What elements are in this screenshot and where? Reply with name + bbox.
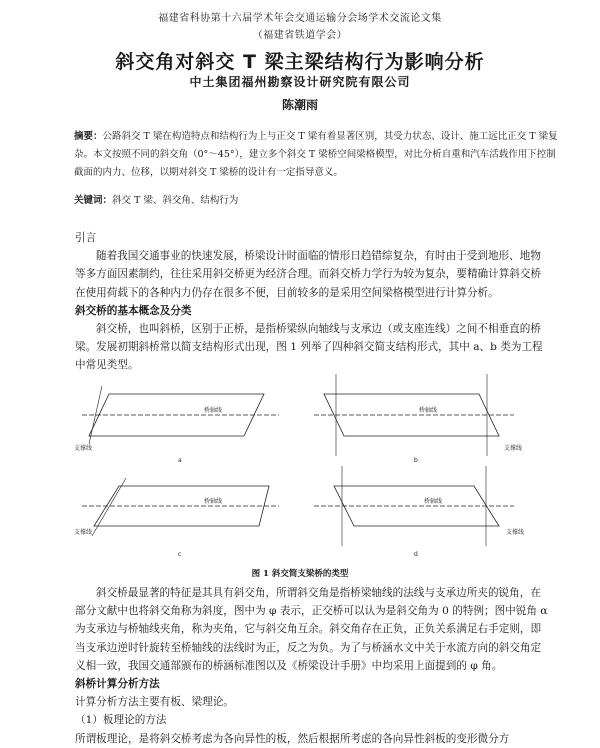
section1-paragraph: 斜交桥，也叫斜桥，区别于正桥，是指桥梁纵向轴线与支承边（或支座连线）之间不相垂直的桥梁。发展初期斜桥常以简支结构形式出现，图 1 列举了四种斜交简支结构形式，其中 a、b 类为工程中常见类型。	[75, 323, 543, 372]
figure-b-sublabel: b	[414, 457, 418, 464]
section1-continued	[75, 584, 549, 748]
abstract-text: 公路斜交 T 梁在构造特点和结构行为上与正交 T 梁有着显著区别，其受力状态、设计、施工远比正交 T 梁复杂。本文按照不同的斜交角（0°～45°），建立多个斜交 T 梁桥空间梁格模型，对比分析自重和汽车活载作用下控制截面的内力、位移，以期对斜交 T 梁桥的设计有一定指导意义。	[74, 131, 558, 178]
figure-c-support-line	[92, 478, 126, 536]
figure-a-support-label: 支撑线	[74, 445, 93, 452]
section2-sub-paragraph: 所谓板理论，是将斜交桥考虑为各向异性的板，然后根据所考虑的各向异性斜板的变形微分方	[75, 732, 510, 745]
figure-b-support-label: 支撑线	[504, 445, 523, 452]
figure-1-caption: 图 1 斜交简支梁桥的类型	[251, 569, 349, 579]
figure-d-axis-label: 桥轴线	[424, 498, 443, 505]
figure-1	[74, 366, 556, 566]
intro-heading: 引言	[75, 232, 97, 244]
intro-paragraph: 随着我国交通事业的快速发展，桥梁设计时面临的情形日趋错综复杂，有时由于受到地形、地物等多方面因素制约，往往采用斜交桥更为经济合理。而斜交桥力学行为较为复杂，要精确计算斜交桥在使用荷载下的各种内力仍存在很多不便，目前较多的是采用空间梁格模型进行计算分析。	[75, 250, 542, 299]
section2-subheading: （1）板理论的方法	[75, 714, 167, 727]
figure-a-axis-label: 桥轴线	[204, 407, 223, 414]
figure-c-axis-label: 桥轴线	[204, 498, 223, 505]
figure-b-axis-label: 桥轴线	[419, 407, 438, 414]
figure-1-diagram	[74, 366, 556, 566]
abstract-label: 摘要：	[74, 131, 103, 142]
proceedings-subheader: （福建省铁道学会）	[252, 30, 348, 41]
section2-paragraph: 计算分析方法主要有板、梁理论。	[75, 696, 234, 709]
figure-c-sublabel: c	[178, 551, 182, 558]
author-affiliation: 中土集团福州勘察设计研究院有限公司	[189, 75, 411, 89]
figure-d-support-label: 支撑线	[506, 529, 525, 536]
keywords-text: 斜交 T 梁、斜交角、结构行为	[112, 195, 239, 206]
intro-section	[75, 229, 549, 375]
section1-paragraph-2: 斜交桥最显著的特征是其具有斜交角，所谓斜交角是指桥梁轴线的法线与支承边所夹的锐角，在部分文献中也将斜交角称为斜度，图中为 φ 表示，正交桥可以认为是斜交角为 0 的特例；图中锐角 α 为支承边与桥轴线夹角，称为夹角，它与斜交角互余。斜交角存在正负，正负关系满足右手定则，即当支承边逆时针旋转至桥轴线的法线时为正，反之为负。为了与桥涵水文中关于水流方向的斜交角定义相一致，我国交通部颁布的桥涵标准图以及《桥梁设计手册》中均采用上面提到的 φ 角。	[75, 587, 548, 672]
figure-a-sublabel: a	[178, 457, 182, 464]
abstract	[74, 128, 558, 182]
keywords-label: 关键词：	[74, 195, 113, 206]
section1-heading: 斜交桥的基本概念及分类	[75, 304, 192, 317]
paper-title: 斜交角对斜交 T 梁主梁结构行为影响分析	[115, 51, 485, 73]
author-name: 陈潮雨	[281, 98, 318, 112]
proceedings-header: 福建省科协第十六届学术年会交通运输分会场学术交流论文集	[158, 13, 442, 24]
figure-d-sublabel: d	[414, 551, 418, 558]
keywords	[74, 192, 558, 210]
figure-c-support-label: 支撑线	[74, 529, 93, 536]
section2-heading: 斜桥计算分析方法	[75, 678, 160, 691]
